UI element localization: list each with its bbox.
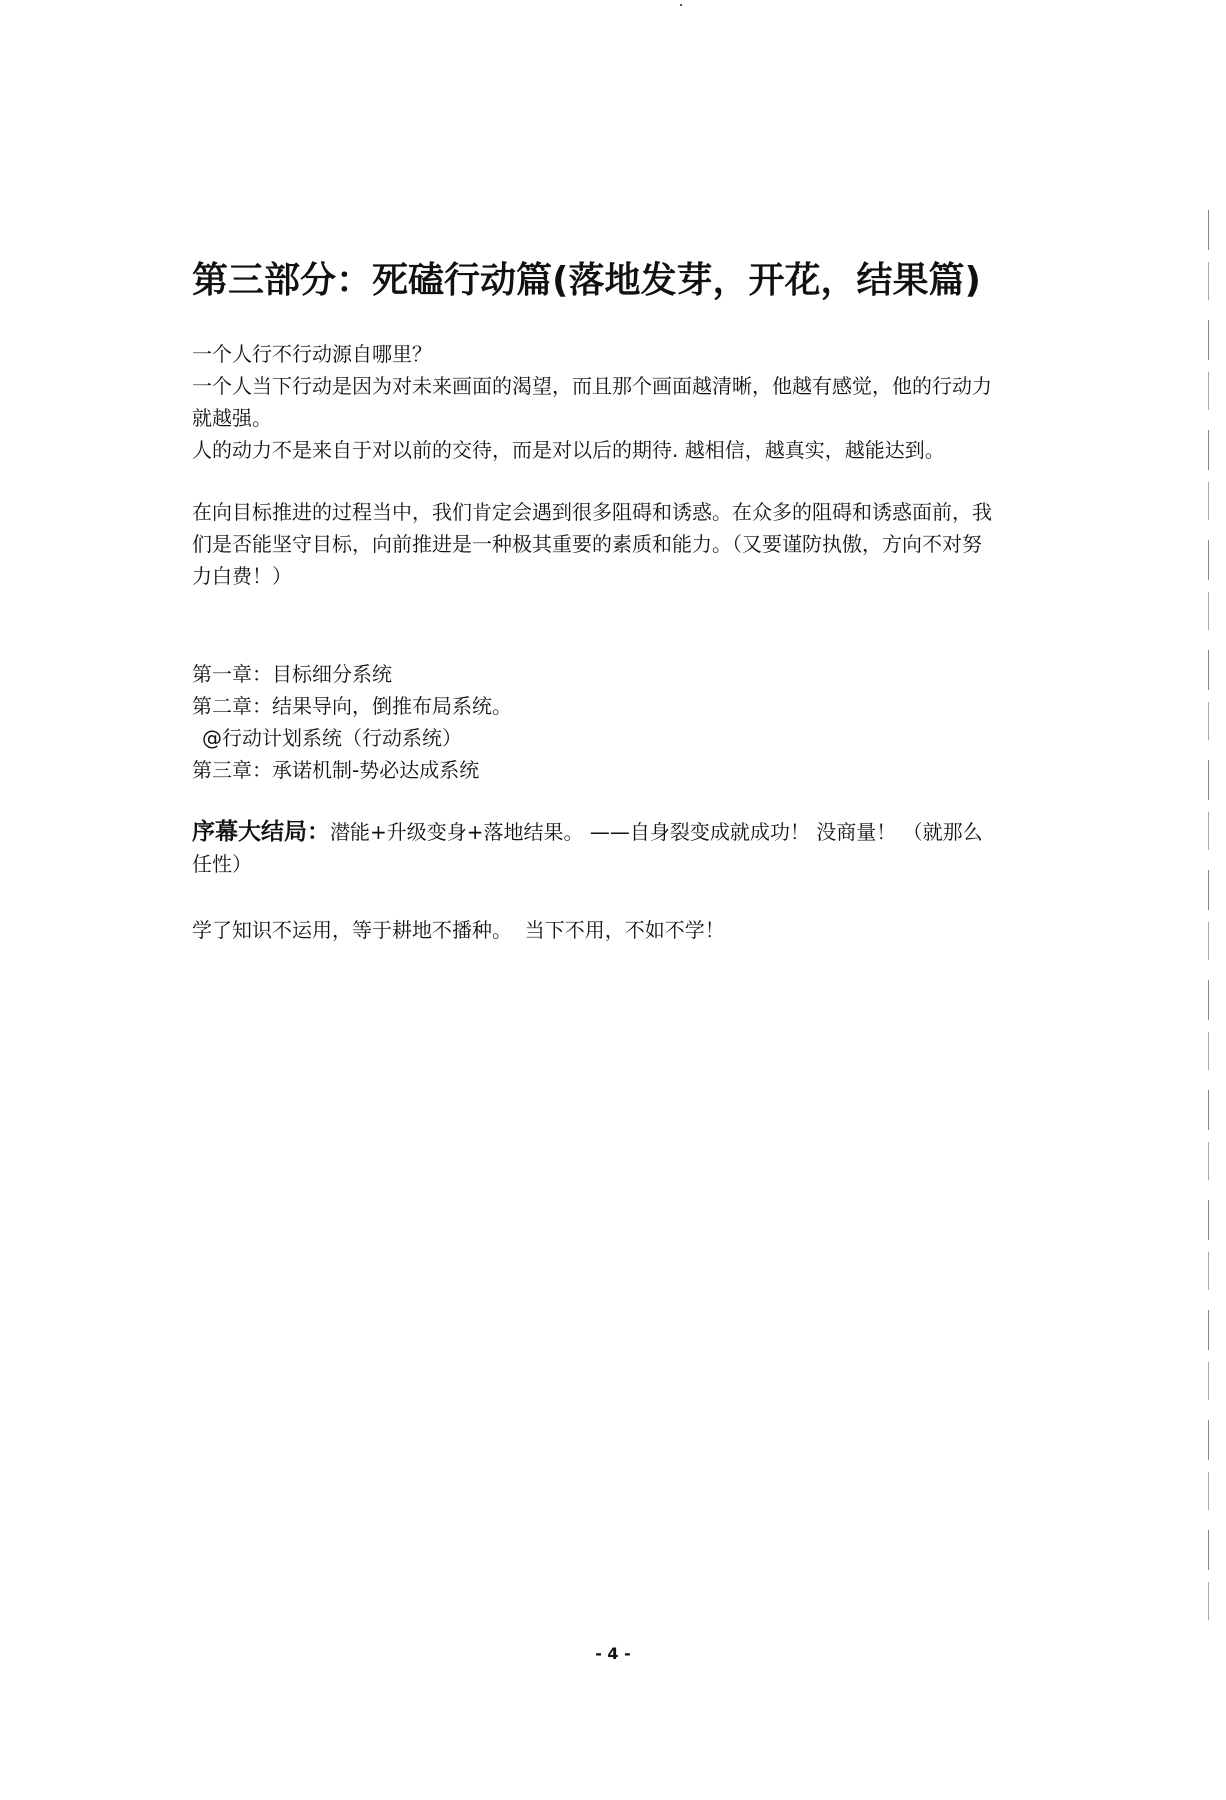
page-number: - 4 -: [595, 1644, 631, 1663]
text-line: 一个人当下行动是因为对未来画面的渴望，而且那个画面越清晰，他越有感觉，他的行动力: [192, 374, 992, 398]
finale-paragraph: [192, 816, 1052, 880]
text-line: 一个人行不行动源自哪里？: [192, 342, 432, 366]
chapter-item: 第一章：目标细分系统: [192, 662, 392, 686]
text-line: 就越强。: [192, 406, 272, 430]
chapter-item: 第三章：承诺机制-势必达成系统: [192, 758, 480, 782]
intro-paragraph: [192, 338, 1052, 466]
text-line: 人的动力不是来自于对以前的交待，而是对以后的期待. 越相信，越真实，越能达到。: [192, 438, 945, 462]
text-line: 们是否能坚守目标，向前推进是一种极其重要的素质和能力。（又要谨防执傲，方向不对努: [192, 532, 982, 556]
obstacle-paragraph: [192, 496, 1052, 592]
chapter-subitem: @行动计划系统（行动系统）: [202, 726, 462, 750]
chapter-item: 第二章：结果导向，倒推布局系统。: [192, 694, 512, 718]
text-line: 在向目标推进的过程当中，我们肯定会遇到很多阻碍和诱惑。在众多的阻碍和诱惑面前，我: [192, 500, 992, 524]
scan-speck: [680, 4, 682, 6]
text-line: 力白费！）: [192, 564, 292, 588]
chapter-list: [192, 658, 1052, 786]
closing-paragraph: [192, 914, 1052, 946]
finale-lead: 序幕大结局：: [192, 819, 330, 845]
finale-line-2: 任性）: [192, 852, 252, 876]
closing-line: 学了知识不运用，等于耕地不播种。 当下不用，不如不学！: [192, 918, 725, 942]
scan-edge-line: [1208, 210, 1209, 1630]
finale-line: [192, 816, 1052, 848]
page-title: 第三部分：死磕行动篇(落地发芽，开花，结果篇): [192, 260, 981, 301]
finale-text: 潜能+升级变身+落地结果。 ——自身裂变成就成功！ 没商量！ （就那么: [330, 820, 983, 844]
